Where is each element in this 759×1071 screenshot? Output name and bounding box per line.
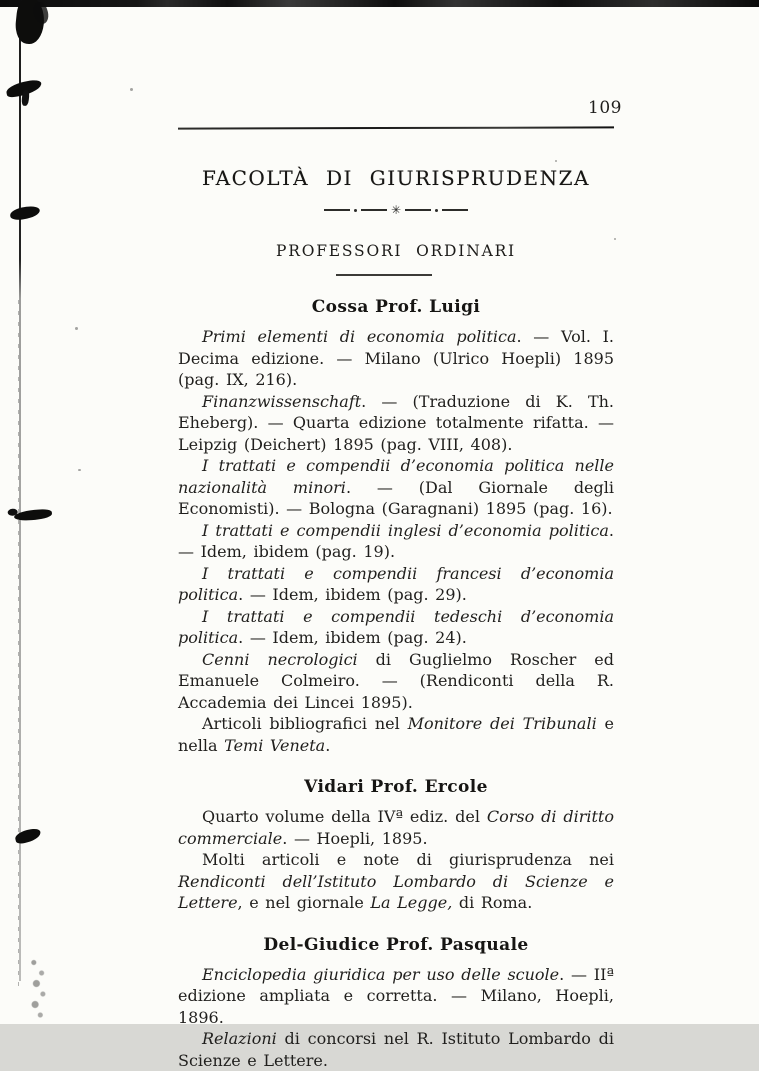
publication-title-text: I trattati e compendii d’economia politica nelle nazionalità minori [178,456,614,497]
publication-title-text: Cenni necrologici [202,650,358,669]
scan-artifact-blob [5,78,43,98]
publication-detail-text: Articoli bibliografici nel [202,714,408,733]
section-title: PROFESSORI ORDINARI [178,242,614,260]
publication-entry [178,455,614,520]
publication-title-text: La Legge, [370,893,452,912]
publication-entry [178,391,614,456]
divider-dot [435,209,438,212]
publication-title-text: Relazioni [202,1029,277,1048]
divider-ornament-icon: ✳ [391,204,401,216]
page-number: 109 [178,96,622,120]
publication-entry [178,806,614,849]
section-title-rule [336,274,432,276]
scan-edge-band [0,0,759,7]
publication-detail-text: Molti articoli e note di giurisprudenza nei [202,850,614,869]
divider-line [442,209,468,211]
divider-dot [354,209,357,212]
publication-detail-text: di Roma. [452,893,532,912]
dust-speck [78,469,81,471]
professor-name: Del-Giudice Prof. Pasquale [178,935,614,955]
publication-entry [178,563,614,606]
publication-detail-text: . — Hoepli, 1895. [282,829,427,848]
publication-title-text: I trattati e compendii inglesi d’economia politica [202,521,609,540]
publication-entry [178,964,614,1029]
publication-list [178,326,614,756]
publication-title-text: Finanzwissenschaft [202,392,361,411]
publication-title-text: Enciclopedia giuridica per uso delle scuole [202,965,559,984]
scan-smudge [26,952,52,1022]
professor-name: Vidari Prof. Ercole [178,777,614,797]
publication-entry [178,649,614,714]
publication-detail-text: . — Idem, ibidem (pag. 24). [238,628,467,647]
publication-detail-text: . — Idem, ibidem (pag. 19). [178,521,614,562]
publication-detail-text: di concorsi nel R. Istituto Lombardo di Scienze e Lettere. [178,1029,614,1070]
publication-detail-text: . — (Traduzione di K. Th. Eheberg). — Quarta edizione totalmente rifatta. — Leipzig (Deichert) 1895 (pag. VIII, 408). [178,392,614,454]
publication-title-text: I trattati e compendii tedeschi d’economia politica [178,607,614,648]
publication-entry [178,1028,614,1071]
publication-entry [178,606,614,649]
section-divider [178,203,614,217]
publication-detail-text: Quarto volume della IVª ediz. del [202,807,487,826]
header-rule [178,126,614,129]
publication-title-text: I trattati e compendii francesi d’economia politica [178,564,614,605]
publication-detail-text: di Guglielmo Roscher ed Emanuele Colmeiro. — (Rendiconti della R. Accademia dei Lincei 1895). [178,650,614,712]
publication-detail-text: . — Vol. I. Decima edizione. — Milano (Ulrico Hoepli) 1895 (pag. IX, 216). [178,327,614,389]
scan-artifact-blob [9,205,40,221]
publication-entry [178,520,614,563]
dust-speck [614,238,616,240]
divider-line [361,209,387,211]
publication-entry [178,849,614,914]
page-content [178,96,614,1071]
publication-detail-text: . — IIª edizione ampliata e corretta. — Milano, Hoepli, 1896. [178,965,614,1027]
binding-crease-dots [18,300,19,990]
publication-list [178,964,614,1071]
dust-speck [130,88,133,91]
publication-title-text: Corso di diritto commerciale [178,807,614,848]
publication-entry [178,326,614,391]
publication-detail-text: , e nel giornale [238,893,371,912]
professor-section-vidari [178,777,614,914]
publication-detail-text: . [325,736,330,755]
publication-title-text: Primi elementi di economia politica [202,327,517,346]
publication-list [178,806,614,914]
divider-line [324,209,350,211]
faculty-title: FACOLTÀ DI GIURISPRUDENZA [178,166,614,190]
professor-name: Cossa Prof. Luigi [178,297,614,317]
publication-title-text: Monitore dei Tribunali [408,714,597,733]
publication-title-text: Temi Veneta [224,736,325,755]
publication-detail-text: e nella [178,714,614,755]
professor-section-cossa [178,297,614,756]
professor-section-del-giudice [178,935,614,1071]
publication-title-text: Rendiconti dell’Istituto Lombardo di Scienze e Lettere [178,872,614,913]
publication-entry [178,713,614,756]
publication-detail-text: . — Idem, ibidem (pag. 29). [238,585,467,604]
publication-detail-text: . — (Dal Giornale degli Economisti). — Bologna (Garagnani) 1895 (pag. 16). [178,478,614,519]
dust-speck [75,327,78,330]
divider-line [405,209,431,211]
